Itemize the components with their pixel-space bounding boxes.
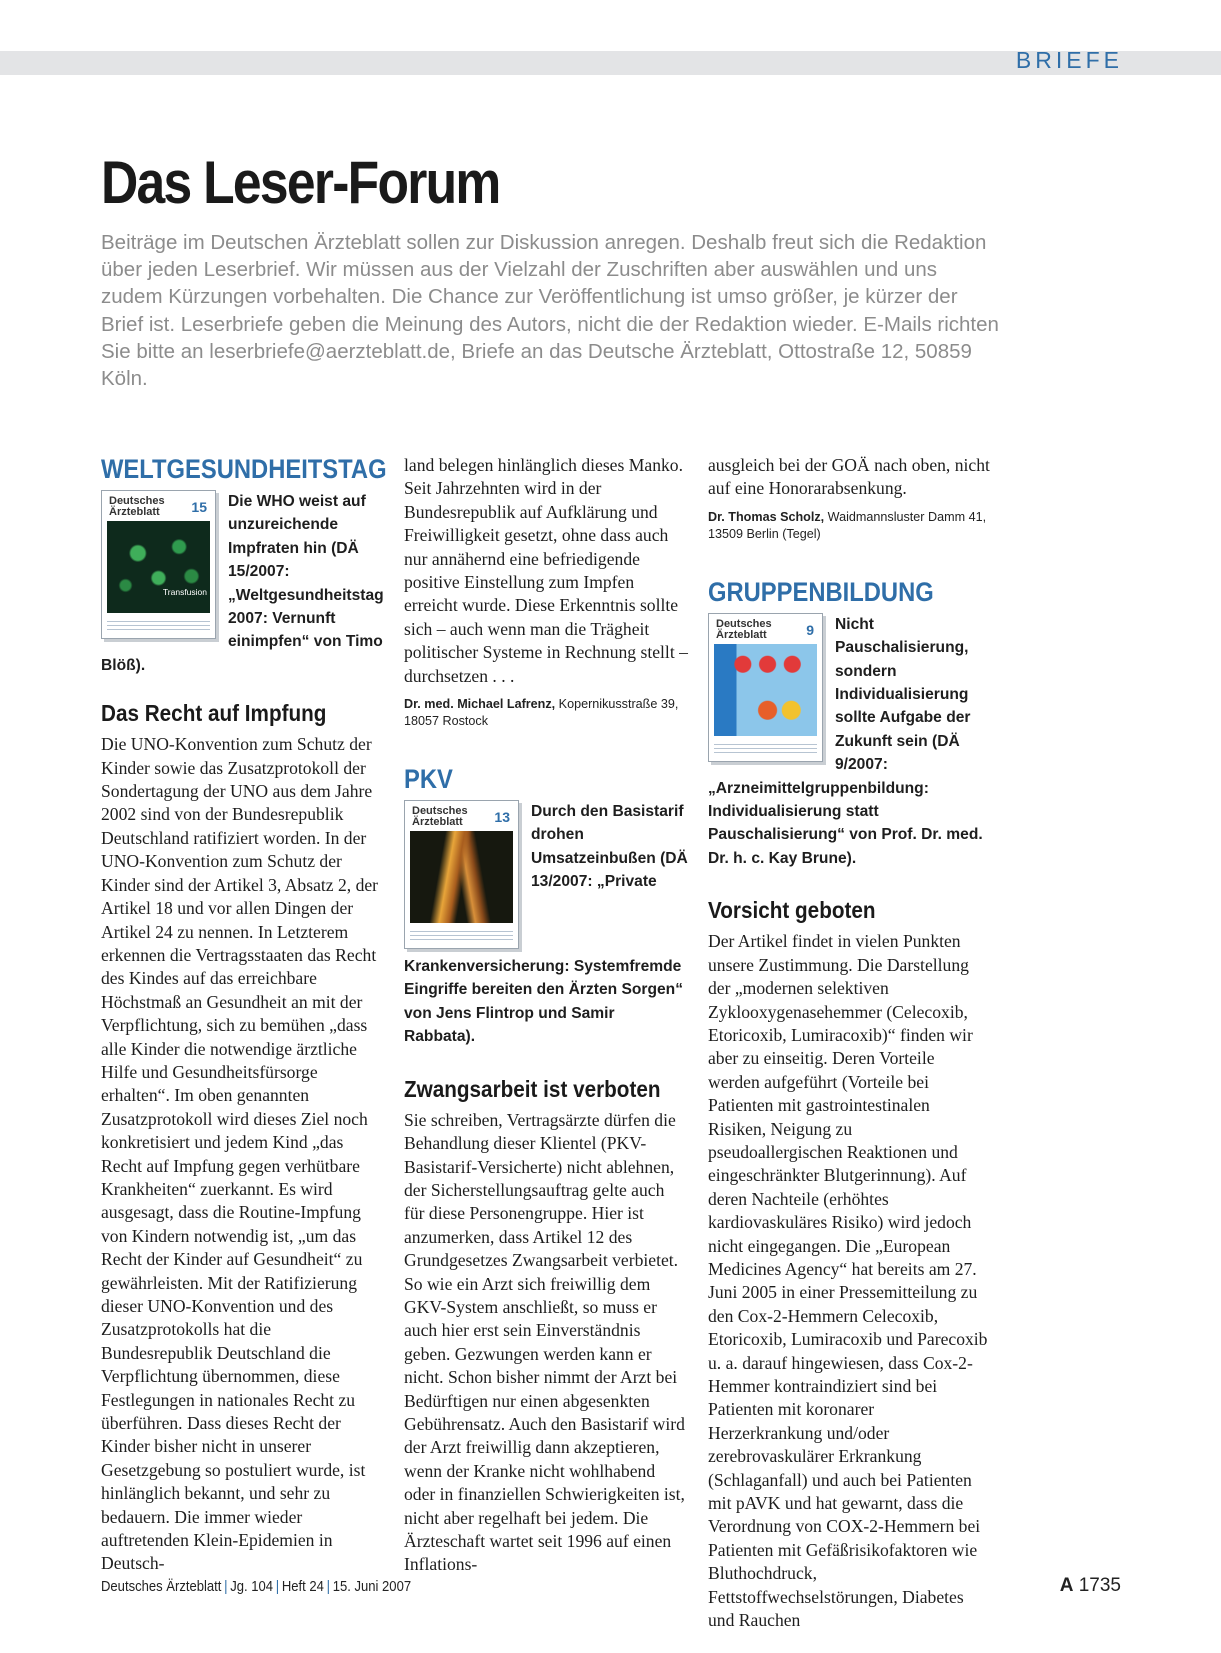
letter-signature [708, 509, 990, 543]
letter-headline: Vorsicht geboten [708, 897, 876, 924]
cover-image [410, 831, 513, 923]
footer-citation: Deutsches Ärzteblatt | Jg. 104 | Heft 24 | 15. Juni 2007 [101, 1579, 412, 1595]
letter-body-continued: ausgleich bei der GOÄ nach oben, nicht auf eine Honorarabsenkung. [708, 455, 990, 499]
cover-issue-number: 15 [191, 499, 207, 515]
article-lead: Durch den Basistarif drohen Umsatzeinbußen (DÄ 13/2007: „Private Krankenversicherung: Systemfremde Eingriffe bereiten den Ärzten Sorgen“ von Jens Flintrop und Samir Rabbata). [404, 803, 688, 1046]
letter-body-continued: land belegen hinlänglich dieses Manko. Seit Jahrzehnten wird in der Bundesrepublik auf Aufklärung und Freiwilligkeit gesetzt, ohne dass auch nur annähernd eine befriedigende positive Einstellung zum Impfen erreicht wurde. Diese Erkenntnis sollte sich – auch wenn man die Trägheit politischer Systeme in Rechnung stellt – durchsetzen . . . [404, 455, 688, 686]
cover-footer-lines [107, 618, 210, 632]
intro-text: Beiträge im Deutschen Ärzteblatt sollen zur Diskussion anregen. Deshalb freut sich die Redaktion über jeden Leserbrief. Wir müssen aus der Vielzahl der Zuschriften aber auswählen und uns zudem Kürzungen vorbehalten. Die Chance zur Veröffentlichung ist umso größer, je kürzer der Brief ist. Leserbriefe geben die Meinung des Autors, nicht die der Redaktion wieder. E-Mails richten Sie bitte an leserbriefe@aerzteblatt.de, Briefe an das Deutsche Ärzteblatt, Ottostraße 12, 50859 Köln. [101, 231, 999, 391]
signature-name: Dr. Thomas Scholz, [708, 509, 825, 524]
cover-thumbnail[interactable] [404, 800, 519, 949]
cover-masthead: Deutsches Ärzteblatt [412, 805, 468, 829]
cover-footer-lines [714, 741, 817, 755]
signature-address: Kopernikusstraße 39, 18057 Rostock [404, 697, 679, 729]
footer-date: 15. Juni 2007 [332, 1579, 412, 1595]
letter-signature [404, 696, 688, 730]
cover-image [714, 644, 817, 736]
letter-headline: Das Recht auf Impfung [101, 700, 327, 727]
cover-issue-number: 13 [494, 809, 510, 826]
signature-name: Dr. med. Michael Lafrenz, [404, 697, 556, 712]
footer-journal: Deutsches Ärzteblatt [101, 1579, 222, 1595]
letter-body: Der Artikel findet in vielen Punkten unsere Zustimmung. Die Darstellung der „modernen selektiven Zyklooxygenasehemmer (Celecoxib, Etoricoxib, Lumiracoxib)“ finden wir aber zu einseitig. Deren Vorteile werden aufgeführt (Vorteile bei Patienten mit gastrointestinalen Risiken, Neigung zu pseudoallergischen Reaktionen und eingeschränkter Blutgerinnung). Auf deren Nachteile (erhöhtes kardiovaskuläres Risiko) wird jedoch nicht eingegangen. Die „European Medicines Agency“ hat bereits am 27. Juni 2005 in einer Pressemitteilung zu den Cox-2-Hemmern Celecoxib, Etoricoxib, Lumiracoxib und Parecoxib u. a. darauf hingewiesen, dass Cox-2-Hemmer kontraindiziert sind bei Patienten mit koronarer Herzerkrankung und/oder zerebrovaskulärer Erkrankung (Schlaganfall) und auch bei Patienten mit pAVK und hat gewarnt, dass die Verordnung von COX-2-Hemmern bei Patienten mit Gefäßrisikofaktoren wie Bluthochdruck, Fettstoffwechselstörungen, Diabetes und Rauchen [708, 931, 988, 1631]
footer-issue: Heft 24 [281, 1579, 324, 1595]
letter-body: Sie schreiben, Vertragsärzte dürfen die Behandlung dieser Klientel (PKV-Basistarif-Versicherte) nicht ablehnen, der Sicherstellungsauftrag gelte auch für diese Personengruppe. Hier ist anzumerken, dass Artikel 12 des Grundgesetzes Zwangsarbeit verbietet. So wie ein Arzt sich freiwillig dem GKV-System anschließt, so muss er auch hier erst sein Einverständnis geben. Gezwungen werden kann er nicht. Schon bisher nimmt der Arzt bei Bedürftigen nur einen abgesenkten Gebührensatz. Auch den Basistarif wird der Arzt freiwillig dann akzeptieren, wenn der Kranke nicht wohlhabend oder in finanziellen Schwierigkeiten ist, nicht aber regelhaft bei jedem. Die Ärzteschaft wartet seit 1996 auf einen Inflations- [404, 1109, 685, 1575]
kicker-pkv: PKV [404, 764, 453, 795]
letter-headline: Zwangsarbeit ist verboten [404, 1075, 661, 1102]
kicker-weltgesundheitstag: WELTGESUNDHEITSTAG [101, 454, 387, 484]
cover-thumbnail[interactable] [101, 490, 216, 639]
cover-thumbnail[interactable] [708, 613, 823, 762]
column-1 [101, 454, 385, 1576]
kicker-gruppenbildung: GRUPPENBILDUNG [708, 576, 934, 607]
section-label: BRIEFE [1015, 47, 1123, 73]
cover-masthead: Deutsches Ärzteblatt [716, 617, 772, 641]
cover-footer-lines [410, 928, 513, 942]
article-lead: Die WHO weist auf unzureichende Impfraten hin (DÄ 15/2007: „Weltgesundheitstag 2007: Vernunft einimpfen“ von Timo Blöß). [101, 493, 384, 674]
page-title: Das Leser-Forum [101, 149, 500, 216]
cover-image [107, 521, 210, 613]
signature-address: Waidmannsluster Damm 41, 13509 Berlin (Tegel) [708, 509, 987, 541]
cover-masthead: Deutsches Ärzteblatt [109, 495, 165, 518]
page-number-value: 1735 [1078, 1575, 1121, 1596]
letter-body: Die UNO-Konvention zum Schutz der Kinder sowie das Zusatzprotokoll der Sondertagung der UNO aus dem Jahre 2002 sind von der Bundesrepublik Deutschland ratifiziert worden. In der UNO-Konvention zum Schutz der Kinder sind der Artikel 3, Absatz 2, der Artikel 18 und vor allen Dingen der Artikel 24 zu nennen. In Letzterem erkennen die Vertragsstaaten das Recht des Kindes auf das erreichbare Höchstmaß an Gesundheit an mit der Verpflichtung, sich zu bemühen „dass alle Kinder die notwendige ärztliche Hilfe und Gesundheitsfürsorge erhalten“. Im oben genannten Zusatzprotokoll wird dieses Ziel noch konkretisiert und jedem Kind „das Recht auf Impfung gegen verhütbare Krankheiten“ zuerkannt. Es wird ausgesagt, dass die Routine-Impfung von Kindern notwendig ist, „um das Recht der Kinder auf Gesundheit“ zu gewährleisten. Mit der Ratifizierung dieser UNO-Konvention und des Zusatzprotokolls hat die Bundesrepublik Deutschland die Verpflichtung übernommen, diese Festlegungen in nationales Recht zu überführen. Dass dieses Recht der Kinder bisher nicht in unserer Gesetzgebung so postuliert wurde, ist hinlänglich bekannt, und sehr zu bedauern. Die immer wieder auftretenden Klein-Epidemien in Deutsch- [101, 734, 379, 1574]
footer-volume: Jg. 104 [230, 1579, 274, 1595]
column-2 [404, 454, 688, 1577]
cover-issue-number: 9 [806, 621, 814, 638]
cover-caption: Transfusion [162, 587, 207, 597]
page-number [1060, 1575, 1121, 1597]
page-prefix: A [1059, 1575, 1074, 1596]
column-3 [708, 454, 990, 1632]
article-lead: Nicht Pauschalisierung, sondern Individualisierung sollte Aufgabe der Zukunft sein (DÄ 9/2007: „Arzneimittelgruppenbildung: Individualisierung statt Pauschalisierung“ von Prof. Dr. med. Dr. h. c. Kay Brune). [708, 615, 983, 867]
